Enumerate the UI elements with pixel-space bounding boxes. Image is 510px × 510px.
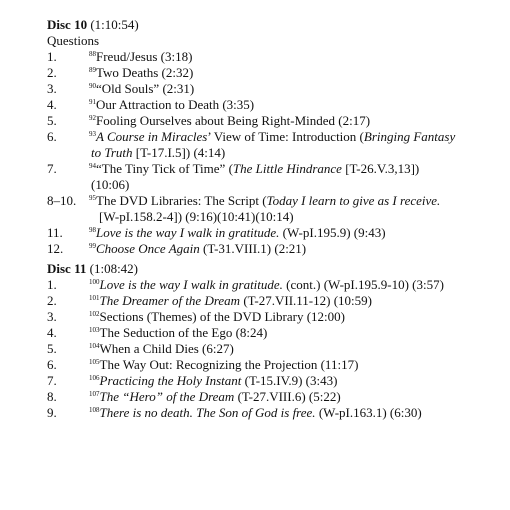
item-number: 3. (47, 309, 57, 324)
item-number: 8–10. (47, 193, 77, 208)
footnote-number: 106 (89, 374, 100, 382)
item-title-italic: Practicing the Holy Instant (99, 373, 242, 388)
item-title: When a Child Dies (6:27) (99, 341, 234, 356)
list-item (47, 277, 444, 293)
footnote-number: 91 (89, 98, 96, 106)
item-number: 8. (47, 389, 57, 404)
list-item (47, 97, 455, 113)
list-item (47, 161, 455, 193)
item-title: Our Attraction to Death (3:35) (96, 97, 255, 112)
disc-11-heading (47, 261, 444, 277)
item-number: 1. (47, 49, 57, 64)
list-item (47, 373, 444, 389)
item-number: 5. (47, 113, 57, 128)
item-title: (W-pI.163.1) (6:30) (315, 405, 422, 420)
item-title: [T-17.I.5]) (4:14) (132, 145, 226, 160)
item-title: (T-27.VIII.6) (5:22) (234, 389, 341, 404)
footnote-number: 103 (89, 326, 100, 334)
list-item (47, 293, 444, 309)
footnote-number: 107 (89, 390, 100, 398)
list-item (47, 193, 455, 225)
item-number: 12. (47, 241, 64, 256)
list-item (47, 65, 455, 81)
list-item (47, 405, 444, 421)
footnote-number: 89 (89, 66, 96, 74)
footnote-number: 93 (89, 130, 96, 138)
item-title-italic: A Course in Miracles (96, 129, 208, 144)
item-number: 5. (47, 341, 57, 356)
item-title: “Old Souls” (2:31) (96, 81, 195, 96)
list-item (47, 325, 444, 341)
list-item (47, 341, 444, 357)
footnote-number: 95 (89, 194, 96, 202)
item-title-italic: The “Hero” of the Dream (99, 389, 235, 404)
item-number: 3. (47, 81, 57, 96)
disc-10-title: Disc 10 (47, 17, 88, 32)
disc-10-subtitle: Questions (47, 33, 99, 48)
footnote-number: 100 (89, 278, 100, 286)
item-number: 7. (47, 373, 57, 388)
list-item (47, 241, 455, 257)
disc-11-section (47, 261, 444, 421)
item-title-italic: to Truth (91, 145, 133, 160)
item-title: (cont.) (W-pI.195.9-10) (3:57) (282, 277, 444, 292)
item-number: 2. (47, 65, 57, 80)
list-item (47, 309, 444, 325)
item-title: “The Tiny Tick of Time” ( (96, 161, 233, 176)
item-number: 4. (47, 325, 57, 340)
footnote-number: 94 (89, 162, 96, 170)
item-title: [T-26.V.3,13]) (341, 161, 420, 176)
item-title-italic: Bringing Fantasy (363, 129, 456, 144)
disc-11-title: Disc 11 (47, 261, 87, 276)
item-title: The DVD Libraries: The Script ( (96, 193, 267, 208)
item-title: (10:06) (91, 177, 130, 192)
list-item (47, 225, 455, 241)
item-title: Fooling Ourselves about Being Right-Minded (2:17) (96, 113, 371, 128)
footnote-number: 98 (89, 226, 96, 234)
item-number: 11. (47, 225, 63, 240)
item-title-italic: Today I learn to give as I receive. (266, 193, 441, 208)
item-number: 7. (47, 161, 57, 176)
item-number: 9. (47, 405, 57, 420)
footnote-number: 101 (89, 294, 100, 302)
item-title-italic: Love is the way I walk in gratitude. (96, 225, 280, 240)
disc-10-section (47, 17, 455, 257)
item-number: 1. (47, 277, 57, 292)
item-title: Freud/Jesus (3:18) (96, 49, 193, 64)
item-number: 4. (47, 97, 57, 112)
disc-10-duration: (1:10:54) (90, 17, 139, 32)
item-title: The Seduction of the Ego (8:24) (99, 325, 268, 340)
disc-10-heading (47, 17, 455, 33)
list-item (47, 113, 455, 129)
item-title-italic: The Dreamer of the Dream (99, 293, 241, 308)
item-title: (T-15.IV.9) (3:43) (241, 373, 338, 388)
list-item (47, 389, 444, 405)
list-item (47, 49, 455, 65)
footnote-number: 88 (89, 50, 96, 58)
list-item (47, 129, 455, 161)
item-title-italic: The Little Hindrance (232, 161, 342, 176)
item-title-italic: There is no death. The Son of God is free. (99, 405, 316, 420)
item-title: (W-pI.195.9) (9:43) (279, 225, 386, 240)
footnote-number: 102 (89, 310, 100, 318)
item-title-italic: Choose Once Again (96, 241, 200, 256)
item-number: 6. (47, 129, 57, 144)
footnote-number: 92 (89, 114, 96, 122)
item-number: 2. (47, 293, 57, 308)
footnote-number: 108 (89, 406, 100, 414)
item-title-italic: Love is the way I walk in gratitude. (99, 277, 283, 292)
item-title: Two Deaths (2:32) (96, 65, 194, 80)
item-title: (T-31.VIII.1) (2:21) (199, 241, 307, 256)
item-title: Sections (Themes) of the DVD Library (12:00) (99, 309, 345, 324)
item-title: [W-pI.158.2-4]) (9:16)(10:41)(10:14) (99, 209, 294, 224)
item-title: ’ View of Time: Introduction ( (207, 129, 364, 144)
footnote-number: 90 (89, 82, 96, 90)
footnote-number: 105 (89, 358, 100, 366)
footnote-number: 99 (89, 242, 96, 250)
item-title: The Way Out: Recognizing the Projection (11:17) (99, 357, 359, 372)
list-item (47, 81, 455, 97)
footnote-number: 104 (89, 342, 100, 350)
item-title: (T-27.VII.11-12) (10:59) (240, 293, 372, 308)
list-item (47, 357, 444, 373)
item-number: 6. (47, 357, 57, 372)
disc-11-duration: (1:08:42) (89, 261, 139, 276)
